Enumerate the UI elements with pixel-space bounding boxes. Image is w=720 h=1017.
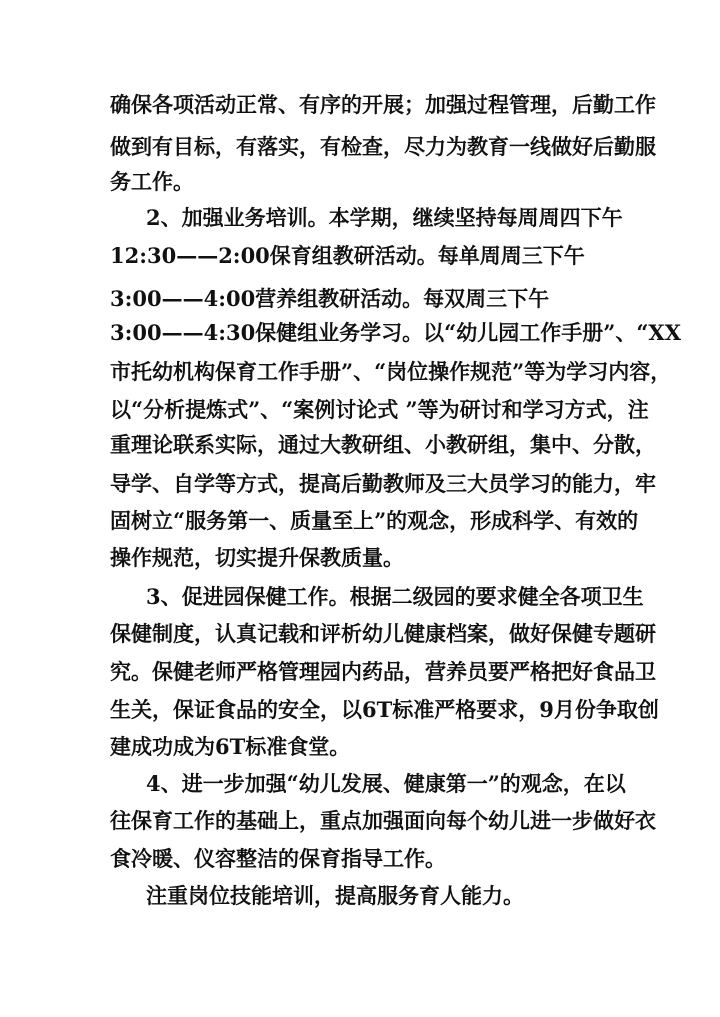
- p4-line-3: 食冷暖、仪容整洁的保育指导工作。: [110, 846, 446, 871]
- p2-line-8: 导学、自学等方式，提高后勤教师及三大员学习的能力，牢: [110, 471, 656, 496]
- p4-line-1: 4、进一步加强“幼儿发展、健康第一”的观念，在以: [146, 771, 626, 796]
- p2-line-10: 操作规范，切实提升保教质量。: [110, 545, 404, 570]
- p2-line-1: 2、加强业务培训。本学期，继续坚持每周周四下午: [146, 205, 623, 230]
- p2-line-4: 3:00——4:30保健组业务学习。以“幼儿园工作手册”、“XX: [110, 320, 681, 345]
- p1-line-2: 做到有目标，有落实，有检查，尽力为教育一线做好后勤服: [110, 134, 656, 159]
- p1-line-3: 务工作。: [110, 169, 194, 194]
- p2-line-3: 3:00——4:00营养组教研活动。每双周三下午: [110, 286, 550, 311]
- p3-line-4: 生关，保证食品的安全，以6T标准严格要求，9月份争取创: [110, 697, 659, 722]
- p2-line-9: 固树立“服务第一、质量至上”的观念，形成科学、有效的: [110, 508, 639, 533]
- p2-line-2: 12:30——2:00保育组教研活动。每单周周三下午: [110, 243, 585, 268]
- p1-line-1: 确保各项活动正常、有序的开展；加强过程管理，后勤工作: [110, 92, 656, 117]
- p4-line-2: 往保育工作的基础上，重点加强面向每个幼儿进一步做好衣: [110, 808, 656, 833]
- p3-line-2: 保健制度，认真记载和评析幼儿健康档案，做好保健专题研: [110, 621, 656, 646]
- p2-line-6: 以“分析提炼式”、“案例讨论式 ”等为研讨和学习方式，注: [110, 397, 649, 422]
- p2-line-7: 重理论联系实际，通过大教研组、小教研组，集中、分散，: [110, 432, 656, 457]
- p5-line-1: 注重岗位技能培训，提高服务育人能力。: [146, 883, 524, 908]
- p3-line-3: 究。保健老师严格管理园内药品，营养员要严格把好食品卫: [110, 659, 656, 684]
- p2-line-5: 市托幼机构保育工作手册”、“岗位操作规范”等为学习内容，: [110, 359, 672, 384]
- p3-line-1: 3、促进园保健工作。根据二级园的要求健全各项卫生: [146, 584, 644, 609]
- p3-line-5: 建成功成为6T标准食堂。: [110, 734, 351, 759]
